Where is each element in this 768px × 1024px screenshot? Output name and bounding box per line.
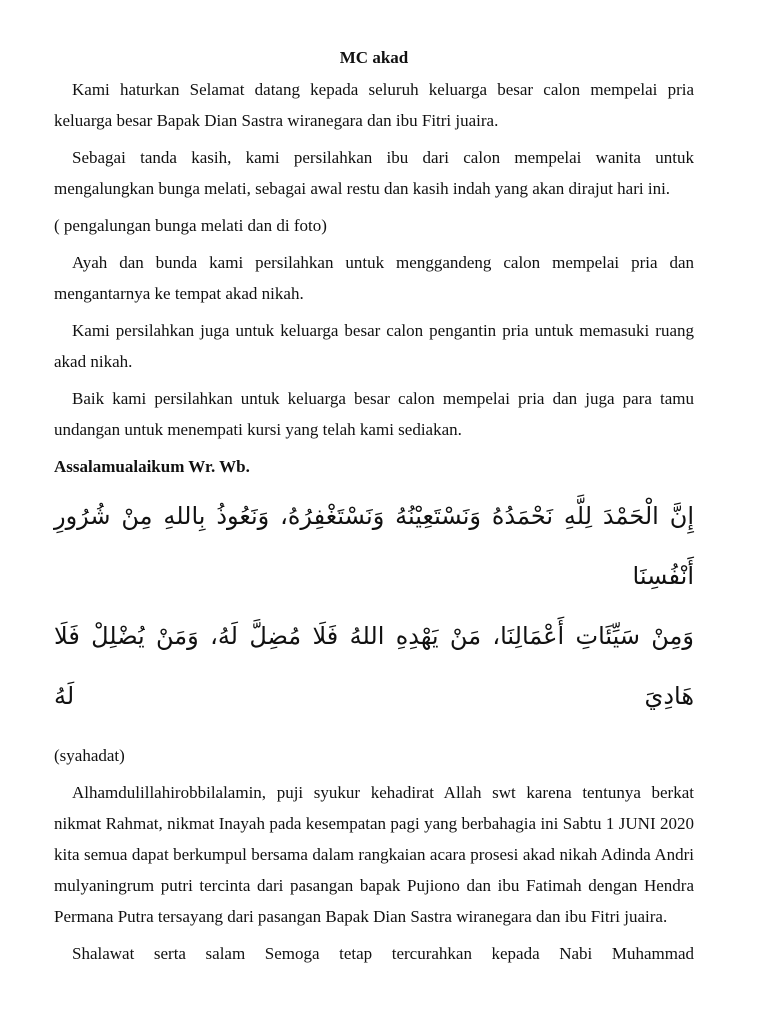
paragraph-welcome: Kami haturkan Selamat datang kepada seluruh keluarga besar calon mempelai pria keluarga besar Bapak Dian Sastra wiranegara dan ibu Fitri juaira. xyxy=(54,80,694,130)
document-page xyxy=(54,44,694,975)
stage-note-garland: ( pengalungan bunga melati dan di foto) xyxy=(54,216,327,235)
paragraph-escort: Ayah dan bunda kami persilahkan untuk menggandeng calon mempelai pria dan mengantarnya ke tempat akad nikah. xyxy=(54,253,694,303)
paragraph-seating: Baik kami persilahkan untuk keluarga besar calon mempelai pria dan juga para tamu undangan untuk menempati kursi yang telah kami sediakan. xyxy=(54,389,694,439)
greeting-heading: Assalamualaikum Wr. Wb. xyxy=(54,457,250,476)
document-title: MC akad xyxy=(339,48,409,67)
arabic-opening-prayer xyxy=(54,486,694,726)
paragraph-family-enter: Kami persilahkan juga untuk keluarga besar calon pengantin pria untuk memasuki ruang akad nikah. xyxy=(54,321,694,371)
stage-note-syahadat: (syahadat) xyxy=(54,746,125,765)
paragraph-shalawat: Shalawat serta salam Semoga tetap tercurahkan kepada Nabi Muhammad xyxy=(72,944,694,963)
paragraph-gratitude: Alhamdulillahirobbilalamin, puji syukur kehadirat Allah swt karena tentunya berkat nikmat Rahmat, nikmat Inayah pada kesempatan pagi yang berbahagia ini Sabtu 1 JUNI 2020 kita semua dapat berkumpul bersama dalam rangkaian acara prosesi akad nikah Adinda Andri mulyaningrum putri tercinta dari pasangan bapak Pujiono dan ibu Fatimah dengan Hendra Permana Putra tersayang dari pasangan Bapak Dian Sastra wiranegara dan ibu Fitri juaira. xyxy=(54,783,694,926)
arabic-line-1: إِنَّ الْحَمْدَ لِلَّهِ نَحْمَدُهُ وَنَسْتَعِيْنُهُ وَنَسْتَغْفِرُهُ، وَنَعُوذُ بِاللهِ مِنْ شُرُورِ أَنْفُسِنَا xyxy=(54,502,694,590)
arabic-line-2: وَمِنْ سَيِّئَاتِ أَعْمَالِنَا، مَنْ يَهْدِهِ اللهُ فَلَا مُضِلَّ لَهُ، وَمَنْ يُضْلِلْ فَلَا هَادِيَ لَهُ xyxy=(54,622,694,710)
paragraph-garland: Sebagai tanda kasih, kami persilahkan ibu dari calon mempelai wanita untuk mengalungkan bunga melati, sebagai awal restu dan kasih indah yang akan dirajut hari ini. xyxy=(54,148,694,198)
